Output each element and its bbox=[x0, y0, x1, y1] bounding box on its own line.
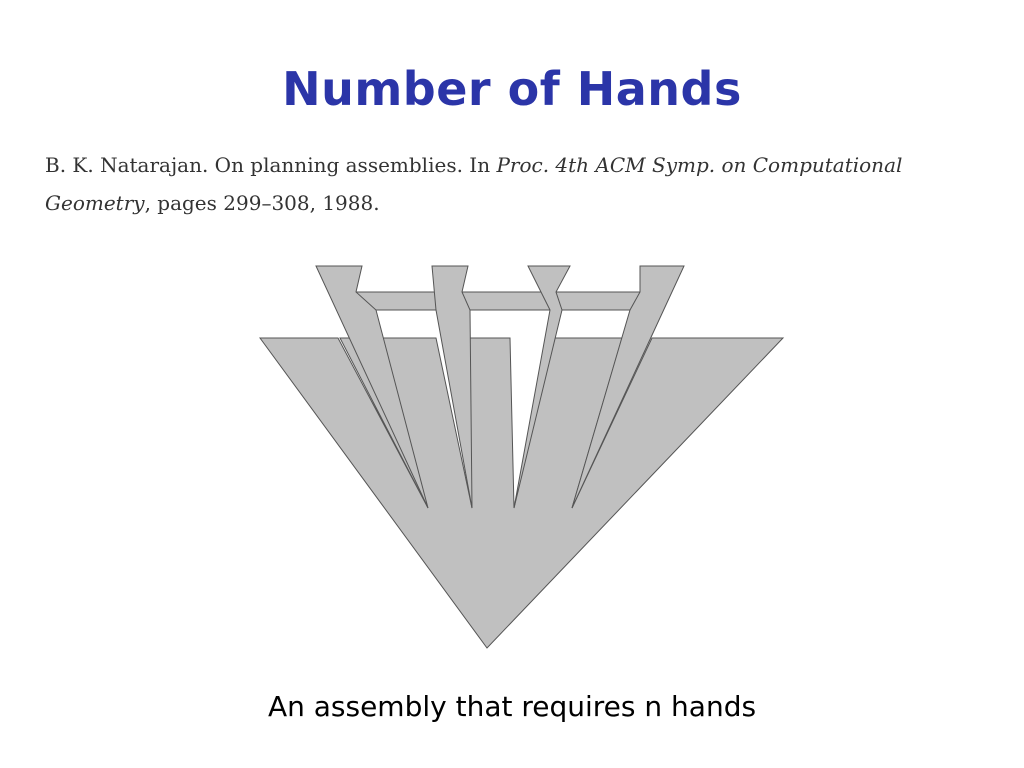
citation-pages-year: , pages 299–308, 1988. bbox=[144, 191, 380, 215]
figure-caption: An assembly that requires n hands bbox=[267, 690, 757, 723]
citation-authors: B. K. Natarajan. bbox=[45, 153, 209, 177]
citation-venue-line1: Proc. 4th ACM Symp. on Computational bbox=[496, 153, 903, 177]
citation-in: In bbox=[469, 153, 491, 177]
citation-paper-title: On planning assemblies. bbox=[214, 153, 463, 177]
citation-venue-line2: Geometry bbox=[45, 191, 145, 215]
connector-bar-2 bbox=[462, 292, 554, 310]
connector-bar-3 bbox=[556, 292, 640, 310]
triangle-base-part bbox=[260, 338, 783, 648]
slide-title: Number of Hands bbox=[282, 62, 742, 116]
